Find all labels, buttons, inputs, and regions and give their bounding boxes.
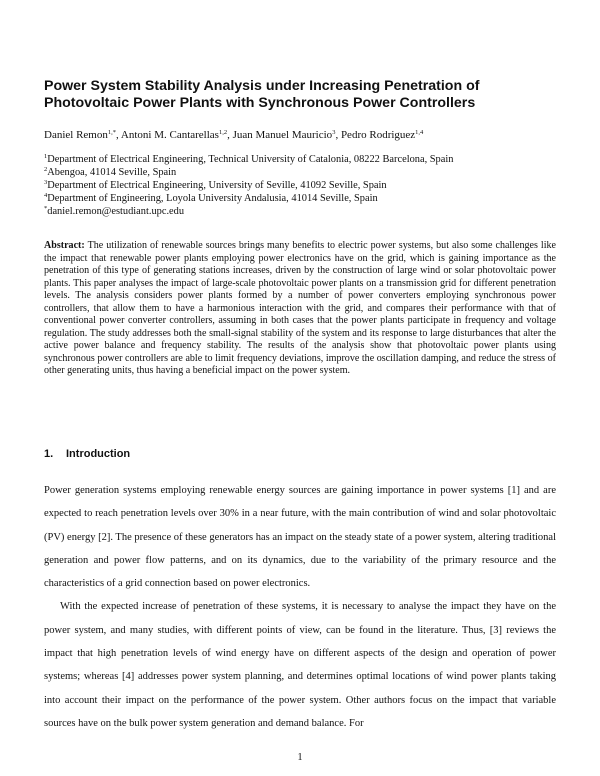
affiliation: $^4$Department of Engineering, Loyola University Andalusia, 41014 Seville, Spain <box>44 192 378 204</box>
author-affiliation-mark: 1,4 <box>415 129 424 136</box>
author-affiliation-mark: 1,* <box>107 129 116 136</box>
introduction-body <box>44 479 556 735</box>
affiliation: $^3$Department of Electrical Engineering, University of Seville, 41092 Seville, Spain <box>44 179 387 191</box>
page-number: 1 <box>297 752 303 763</box>
paper-title: Power System Stability Analysis under Increasing Penetration of Photovoltaic Power Plants with Synchronous Power Controllers <box>44 78 480 111</box>
author: Daniel Remon$^{1,*}$, <box>44 129 121 141</box>
affiliation: $^1$Department of Electrical Engineering, Technical University of Catalonia, 08222 Barcelona, Spain <box>44 153 454 165</box>
author-list <box>44 129 564 142</box>
abstract-text: The utilization of renewable sources brings many benefits to electric power systems, but also some challenges like the impact that renewable power plants employing power electronics have on the grid, which is gaining importance as the penetration of this type of generating stations increases, driven by the construction of large wind or solar photovoltaic power plants. This paper analyses the impact of large-scale photovoltaic power plants on a transmission grid for different penetration levels. The analysis considers power plants formed by a number of power converters employing synchronous power controllers, that allow them to have a harmonious interaction with the grid, and compares their performance with that of conventional power converter controllers, assuming in both cases that the power plants participate in frequency and voltage regulation. The study addresses both the small-signal stability of the system and its response to large disturbances that alter the active power balance and frequency stability. The results of the analysis show that photovoltaic power plants using synchronous power controllers are able to limit frequency deviations, improve the oscillation damping, and reduce the stress of other generating units, thus having a beneficial impact on the power system. <box>44 240 556 376</box>
author-affiliation-mark: 1,2 <box>218 129 228 136</box>
author: Juan Manuel Mauricio$^3$, <box>232 129 341 141</box>
author: Pedro Rodriguez$^{1,4}$ <box>340 129 424 141</box>
author-affiliation-mark: 3 <box>332 129 336 136</box>
paragraph: Power generation systems employing renewable energy sources are gaining importance in power systems [1] and are expected to reach penetration levels over 30% in a near future, with the main contribution of wind and solar photovoltaic (PV) energy [2]. The presence of these generators has an impact on the steady state of a power system, altering traditional generation and power flow patterns, and on its dynamics, due to the variability of the primary resource and the characteristics of a grid connection based on power electronics. <box>44 485 556 590</box>
paragraph: With the expected increase of penetration of these systems, it is necessary to analyse the impact they have on the power system, and many studies, with different points of view, can be found in the literature. Thus, [3] reviews the impact that high penetration levels of wind energy have on different aspects of the design and operation of power systems; whereas [4] addresses power system planning, and determines optimal locations of wind power plants taking into account their impact on the performance of the power system. Other authors focus on the impact that variable sources have on the bulk power system generation and demand balance. For <box>44 601 556 729</box>
corresponding-email: *daniel.remon@estudiant.upc.edu <box>44 205 185 217</box>
author: Antoni M. Cantarellas$^{1,2}$, <box>120 129 233 141</box>
section-number: 1. <box>44 448 54 460</box>
abstract-label: Abstract: <box>44 240 85 251</box>
affiliation-list <box>44 153 564 218</box>
section-heading <box>44 448 130 461</box>
abstract <box>44 240 556 378</box>
affiliation: $^2$Abengoa, 41014 Seville, Spain <box>44 166 177 178</box>
section-title: Introduction <box>66 448 131 460</box>
